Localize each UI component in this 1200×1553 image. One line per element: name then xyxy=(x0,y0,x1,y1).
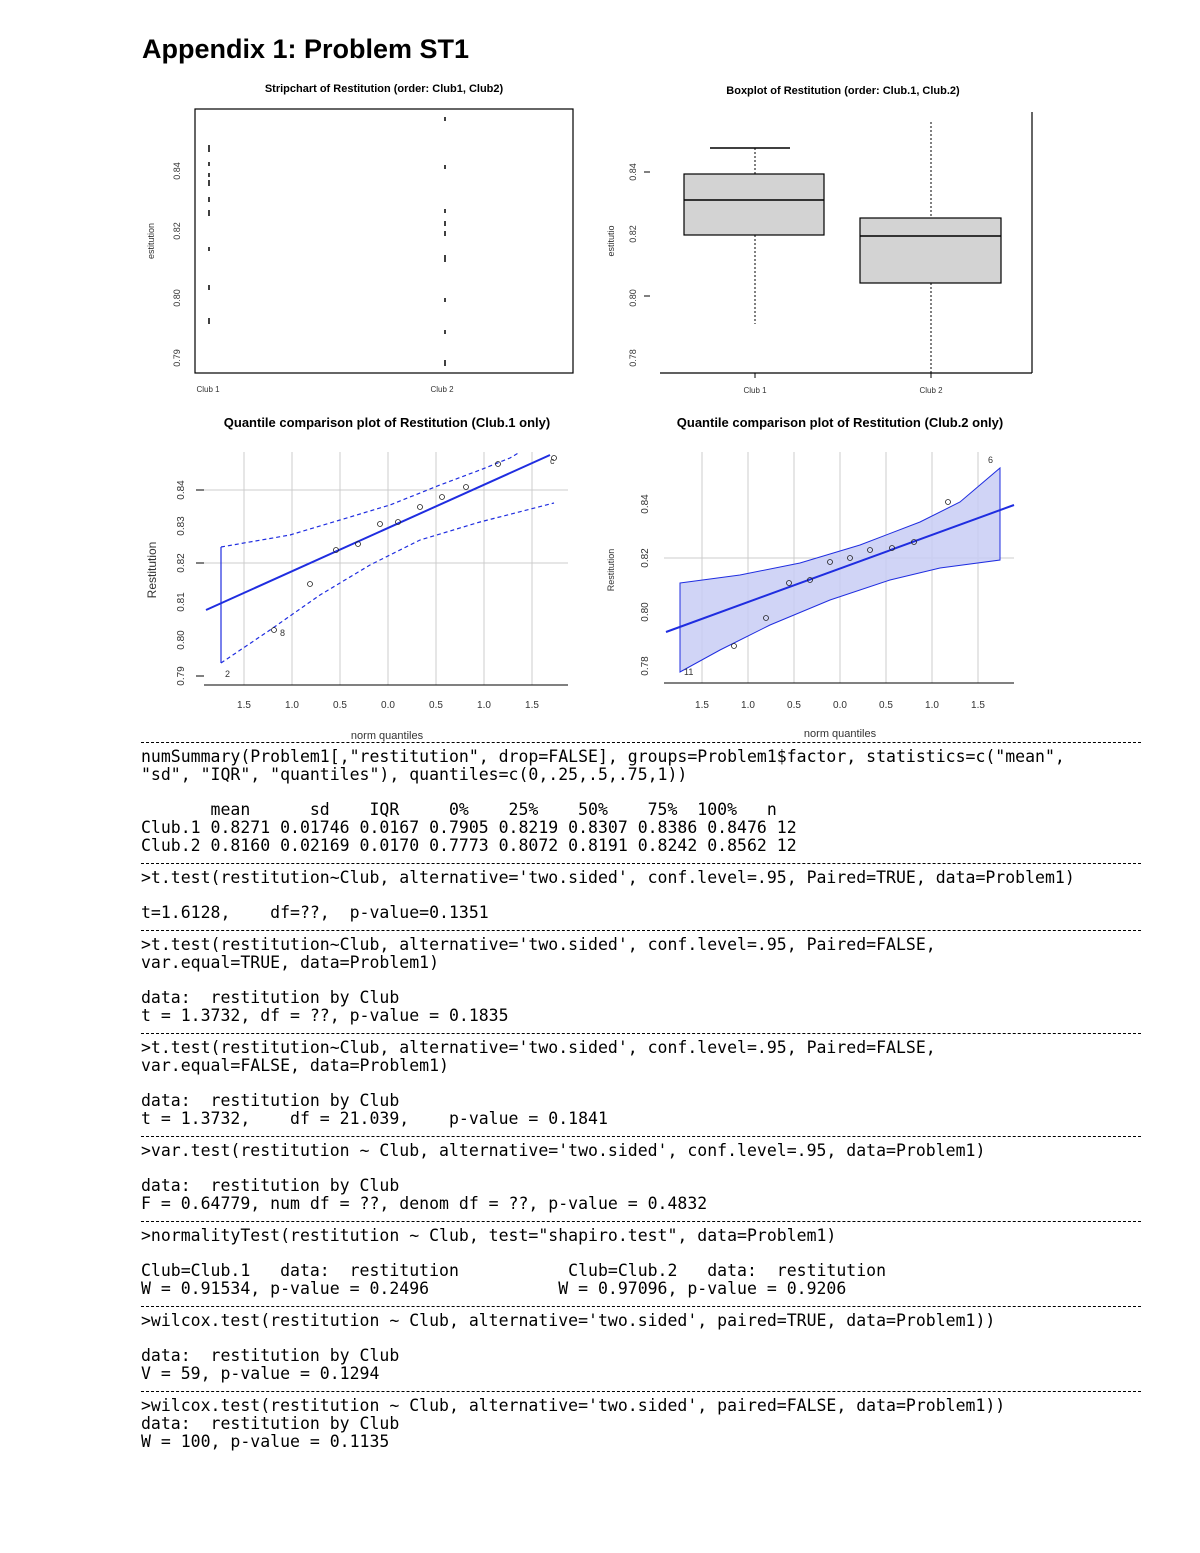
qq-club1-xtick: 1.5 xyxy=(237,700,251,711)
result-line: W = 0.91534, p-value = 0.2496 W = 0.97096, p-value = 0.9206 xyxy=(141,1279,847,1298)
stripchart-xtick: Club 2 xyxy=(430,385,454,394)
qq-club1-xtick: 0.5 xyxy=(333,700,347,711)
qq-club1-point-label: c xyxy=(550,456,555,466)
qq-club1-xtick: 1.0 xyxy=(477,700,491,711)
code-line: >var.test(restitution ~ Club, alternative='two.sided', conf.level=.95, data=Problem1) xyxy=(141,1141,986,1160)
code-line: >wilcox.test(restitution ~ Club, alternative='two.sided', paired=TRUE, data=Problem1)) xyxy=(141,1311,996,1330)
qq-club2-xtick: 1.0 xyxy=(925,700,939,711)
result-line: W = 100, p-value = 0.1135 xyxy=(141,1432,390,1451)
qq-club2-ytick: 0.82 xyxy=(640,548,651,568)
result-line: data: restitution by Club xyxy=(141,988,400,1007)
result-line: data: restitution by Club xyxy=(141,1091,400,1110)
result-line: t = 1.3732, df = ??, p-value = 0.1835 xyxy=(141,1006,509,1025)
code-line: numSummary(Problem1[,"restitution", drop=FALSE], groups=Problem1$factor, statistics=c("mean", xyxy=(141,747,1065,766)
qq-club1-grid xyxy=(204,452,568,685)
boxplot-xtick: Club 2 xyxy=(919,386,943,395)
page-title: Appendix 1: Problem ST1 xyxy=(142,34,470,64)
qq-club2-point-label: 6 xyxy=(988,455,994,465)
qq-club1-xtick: 1.0 xyxy=(285,700,299,711)
qq-club1-ytick: 0.79 xyxy=(176,666,187,686)
qq-club2-ytick: 0.78 xyxy=(640,656,651,676)
qq-club2-xtick: 0.0 xyxy=(833,700,847,711)
boxplot-ytick: 0.84 xyxy=(628,163,638,181)
qq-club1-ytick: 0.83 xyxy=(176,516,187,536)
stripchart-ytick: 0.80 xyxy=(172,289,182,307)
result-line: t=1.6128, df=??, p-value=0.1351 xyxy=(141,903,489,922)
boxplot-ytick: 0.78 xyxy=(628,349,638,367)
qq-club1-xtick: 0.0 xyxy=(381,700,395,711)
divider xyxy=(141,930,1141,931)
result-line: F = 0.64779, num df = ??, denom df = ??, p-value = 0.4832 xyxy=(141,1194,708,1213)
qq-club1-xtick: 1.5 xyxy=(525,700,539,711)
table-row: Club.2 0.8160 0.02169 0.0170 0.7773 0.8072 0.8191 0.8242 0.8562 12 xyxy=(141,836,797,855)
qq-club2-xtick: 0.5 xyxy=(787,700,801,711)
boxplot-title: Boxplot of Restitution (order: Club.1, Club.2) xyxy=(726,85,960,97)
qq-club1-ylabel: Restitution xyxy=(145,541,159,599)
result-line: data: restitution by Club xyxy=(141,1176,400,1195)
qq-club2-xlabel: norm quantiles xyxy=(803,728,877,740)
stripchart-ytick: 0.79 xyxy=(172,349,182,367)
result-line: data: restitution by Club xyxy=(141,1414,400,1433)
divider xyxy=(141,1221,1141,1222)
qq-club1-plot xyxy=(140,410,590,745)
code-line: >t.test(restitution~Club, alternative='two.sided', conf.level=.95, Paired=FALSE, xyxy=(141,1038,936,1057)
code-line: "sd", "IQR", "quantiles"), quantiles=c(0,.25,.5,.75,1)) xyxy=(141,765,688,784)
qq-club1-fit-line xyxy=(206,455,550,610)
qq-club2-xtick: 1.0 xyxy=(741,700,755,711)
code-line: var.equal=FALSE, data=Problem1) xyxy=(141,1056,449,1075)
qq-club1-ytick: 0.81 xyxy=(176,592,187,612)
qq-club1-ytick: 0.82 xyxy=(176,553,187,573)
qq-club1-xlabel: norm quantiles xyxy=(350,730,424,742)
qq-club1-point-label: 8 xyxy=(280,628,286,638)
r-output xyxy=(141,742,1151,1451)
stripchart-ytick: 0.82 xyxy=(172,222,182,240)
code-line: >t.test(restitution~Club, alternative='two.sided', conf.level=.95, Paired=TRUE, data=Problem1) xyxy=(141,868,1075,887)
qq-club1-title: Quantile comparison plot of Restitution (Club.1 only) xyxy=(223,415,551,430)
boxplot-ytick: 0.80 xyxy=(628,289,638,307)
qq-club2-ylabel: Restitution xyxy=(606,548,616,592)
result-line: V = 59, p-value = 0.1294 xyxy=(141,1364,380,1383)
stripchart-ylabel: estitution xyxy=(146,222,156,260)
boxplot-plot xyxy=(600,76,1040,401)
result-line: t = 1.3732, df = 21.039, p-value = 0.1841 xyxy=(141,1109,608,1128)
qq-club2-xtick: 0.5 xyxy=(879,700,893,711)
code-line: var.equal=TRUE, data=Problem1) xyxy=(141,953,440,972)
qq-club2-plot xyxy=(600,410,1040,745)
boxplot-ytick: 0.82 xyxy=(628,225,638,243)
qq-club1-ytick: 0.80 xyxy=(176,630,187,650)
qq-club2-title: Quantile comparison plot of Restitution (Club.2 only) xyxy=(676,415,1004,430)
qq-club1-xtick: 0.5 xyxy=(429,700,443,711)
divider xyxy=(141,1033,1141,1034)
code-line: >wilcox.test(restitution ~ Club, alternative='two.sided', paired=FALSE, data=Problem1)) xyxy=(141,1396,1006,1415)
table-row: Club.1 0.8271 0.01746 0.0167 0.7905 0.8219 0.8307 0.8386 0.8476 12 xyxy=(141,818,797,837)
table-header: mean sd IQR 0% 25% 50% 75% 100% n xyxy=(141,800,777,819)
divider xyxy=(141,1391,1141,1392)
stripchart-xtick: Club 1 xyxy=(196,385,220,394)
boxplot-ylabel: estitutio xyxy=(606,225,616,257)
qq-club2-point-label: 11 xyxy=(684,667,694,677)
divider xyxy=(141,1136,1141,1137)
qq-club1-points xyxy=(272,456,557,633)
stripchart-title: Stripchart of Restitution (order: Club1, Club2) xyxy=(264,83,504,95)
stripchart-plot xyxy=(140,76,590,401)
divider xyxy=(141,863,1141,864)
result-line: Club=Club.1 data: restitution Club=Club.2 data: restitution xyxy=(141,1261,887,1280)
qq-club2-ytick: 0.84 xyxy=(640,494,651,514)
boxplot-club1 xyxy=(684,148,824,324)
divider xyxy=(141,742,1141,743)
result-line: data: restitution by Club xyxy=(141,1346,400,1365)
divider xyxy=(141,1306,1141,1307)
stripchart-ytick: 0.84 xyxy=(172,162,182,180)
qq-club2-xtick: 1.5 xyxy=(695,700,709,711)
code-line: >normalityTest(restitution ~ Club, test="shapiro.test", data=Problem1) xyxy=(141,1226,837,1245)
stripchart-frame xyxy=(195,109,573,373)
qq-club2-ytick: 0.80 xyxy=(640,602,651,622)
qq-club2-xtick: 1.5 xyxy=(971,700,985,711)
qq-club1-ytick: 0.84 xyxy=(176,480,187,500)
qq-club1-point-label: 2 xyxy=(225,669,231,679)
code-line: >t.test(restitution~Club, alternative='two.sided', conf.level=.95, Paired=FALSE, xyxy=(141,935,936,954)
boxplot-club2 xyxy=(860,122,1001,373)
boxplot-xtick: Club 1 xyxy=(743,386,767,395)
